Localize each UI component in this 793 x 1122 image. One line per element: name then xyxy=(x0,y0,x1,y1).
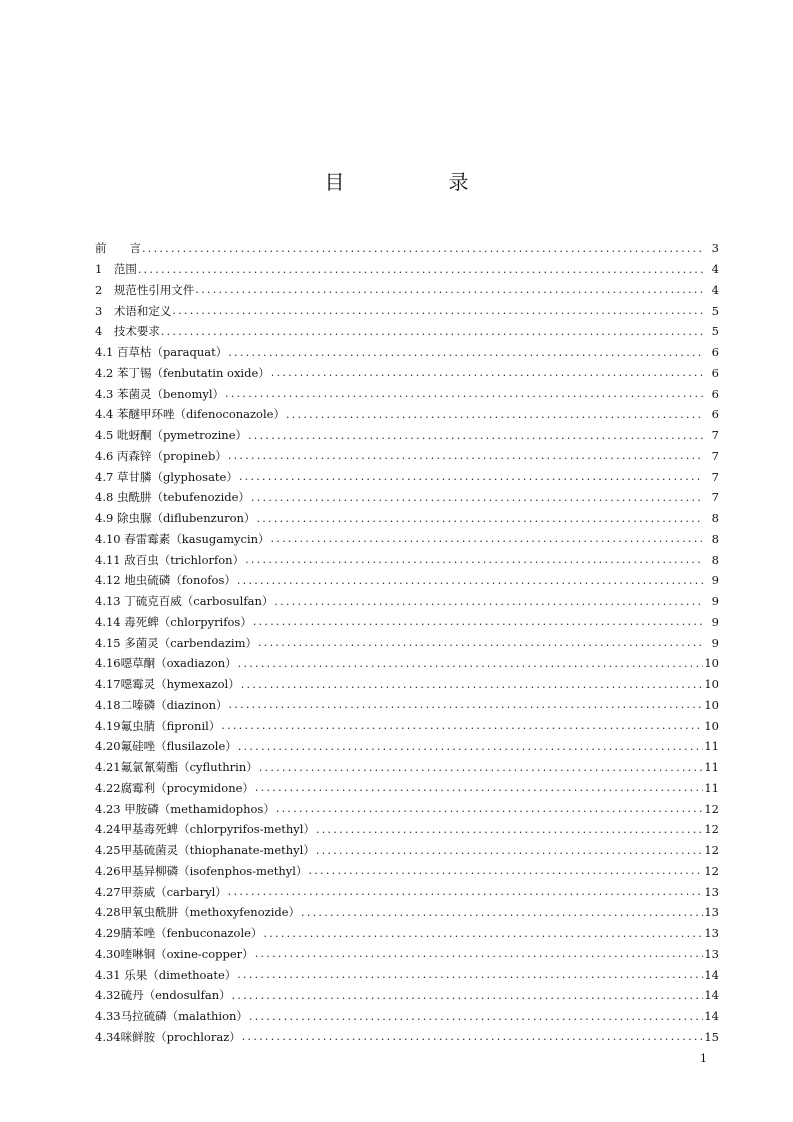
toc-entry-label: 4.6 丙森锌（propineb） xyxy=(95,448,227,463)
toc-entry-label: 4.23 甲胺磷（methamidophos） xyxy=(95,801,275,816)
toc-leader-dots xyxy=(231,989,703,1002)
toc-entry-page: 6 xyxy=(711,345,719,360)
toc-leader-dots xyxy=(194,283,703,296)
toc-leader-dots xyxy=(141,242,703,255)
toc-entry[interactable] xyxy=(95,861,719,882)
toc-entry-page: 5 xyxy=(711,303,719,318)
toc-leader-dots xyxy=(270,366,703,379)
toc-entry-label: 4.20氟硅唑（flusilazole） xyxy=(95,739,237,754)
toc-entry[interactable] xyxy=(95,363,719,384)
toc-leader-dots xyxy=(300,906,703,919)
toc-entry-label: 4.1 百草枯（paraquat） xyxy=(95,345,228,360)
toc-leader-dots xyxy=(248,1010,703,1023)
toc-entry-page: 12 xyxy=(704,822,719,837)
toc-entry-page: 4 xyxy=(711,282,719,297)
toc-entry-page: 14 xyxy=(704,988,719,1003)
toc-entry[interactable] xyxy=(95,653,719,674)
toc-entry[interactable] xyxy=(95,342,719,363)
toc-entry-label: 4.19氟虫腈（fipronil） xyxy=(95,718,221,733)
toc-entry[interactable] xyxy=(95,840,719,861)
toc-entry-label: 4.26甲基异柳磷（isofenphos-methyl） xyxy=(95,863,308,878)
toc-leader-dots xyxy=(315,823,703,836)
toc-entry-page: 10 xyxy=(704,677,719,692)
toc-entry-label: 4.31 乐果（dimethoate） xyxy=(95,967,237,982)
toc-entry-label: 4.24甲基毒死蜱（chlorpyrifos-methyl） xyxy=(95,822,315,837)
toc-entry[interactable] xyxy=(95,902,719,923)
toc-entry-label: 4.11 敌百虫（trichlorfon） xyxy=(95,552,245,567)
toc-entry[interactable] xyxy=(95,695,719,716)
toc-entry-label: 4.4 苯醚甲环唑（difenoconazole） xyxy=(95,407,285,422)
toc-entry-page: 7 xyxy=(711,448,719,463)
toc-leader-dots xyxy=(227,698,703,711)
toc-entry-page: 8 xyxy=(711,552,719,567)
toc-entry-page: 13 xyxy=(704,946,719,961)
table-of-contents xyxy=(95,238,719,1047)
toc-entry[interactable] xyxy=(95,944,719,965)
toc-entry[interactable] xyxy=(95,549,719,570)
toc-entry-label: 4.13 丁硫克百威（carbosulfan） xyxy=(95,594,274,609)
toc-entry-page: 15 xyxy=(704,1029,719,1044)
toc-entry-label: 4.18二嗪磷（diazinon） xyxy=(95,697,228,712)
toc-entry-page: 8 xyxy=(711,511,719,526)
toc-entry-page: 10 xyxy=(704,697,719,712)
toc-entry[interactable] xyxy=(95,425,719,446)
toc-entry-label: 4.32硫丹（endosulfan） xyxy=(95,988,231,1003)
toc-entry-label: 4.12 地虫硫磷（fonofos） xyxy=(95,573,236,588)
toc-leader-dots xyxy=(244,553,703,566)
toc-leader-dots xyxy=(237,657,703,670)
toc-leader-dots xyxy=(270,532,703,545)
toc-leader-dots xyxy=(255,512,703,525)
toc-entry-label: 4.17噁霉灵（hymexazol） xyxy=(95,677,240,692)
toc-entry-page: 12 xyxy=(704,843,719,858)
toc-entry-page: 3 xyxy=(711,241,719,256)
toc-entry-label: 4.30喹啉铜（oxine-copper） xyxy=(95,946,254,961)
toc-entry[interactable] xyxy=(95,466,719,487)
toc-leader-dots xyxy=(257,636,703,649)
toc-entry-page: 9 xyxy=(711,614,719,629)
toc-entry-page: 11 xyxy=(704,760,719,775)
toc-entry[interactable] xyxy=(95,591,719,612)
toc-entry-label: 2 规范性引用文件 xyxy=(95,282,195,297)
toc-entry[interactable] xyxy=(95,778,719,799)
toc-entry-page: 11 xyxy=(704,780,719,795)
toc-entry[interactable] xyxy=(95,259,719,280)
toc-entry[interactable] xyxy=(95,985,719,1006)
toc-entry-page: 9 xyxy=(711,635,719,650)
toc-leader-dots xyxy=(236,968,703,981)
toc-entry[interactable] xyxy=(95,280,719,301)
toc-leader-dots xyxy=(238,470,703,483)
toc-entry[interactable] xyxy=(95,570,719,591)
toc-entry-page: 9 xyxy=(711,594,719,609)
toc-entry-label: 4.21氟氯氰菊酯（cyfluthrin） xyxy=(95,760,258,775)
toc-entry[interactable] xyxy=(95,674,719,695)
page-number: 1 xyxy=(700,1052,707,1065)
toc-entry-page: 12 xyxy=(704,863,719,878)
toc-entry[interactable] xyxy=(95,736,719,757)
toc-entry[interactable] xyxy=(95,632,719,653)
toc-leader-dots xyxy=(227,346,703,359)
toc-entry[interactable] xyxy=(95,757,719,778)
toc-entry-label: 4.15 多菌灵（carbendazim） xyxy=(95,635,257,650)
toc-entry-label: 4.7 草甘膦（glyphosate） xyxy=(95,469,238,484)
toc-entry[interactable] xyxy=(95,238,719,259)
toc-leader-dots xyxy=(227,449,703,462)
toc-entry-label: 4.3 苯菌灵（benomyl） xyxy=(95,386,225,401)
toc-entry-label: 4.29腈苯唑（fenbuconazole） xyxy=(95,926,263,941)
toc-leader-dots xyxy=(236,574,703,587)
toc-leader-dots xyxy=(241,1030,703,1043)
toc-entry-page: 11 xyxy=(704,739,719,754)
toc-leader-dots xyxy=(137,263,703,276)
toc-leader-dots xyxy=(220,719,703,732)
toc-leader-dots xyxy=(258,761,703,774)
toc-entry-label: 4.33马拉硫磷（malathion） xyxy=(95,1009,248,1024)
toc-entry[interactable] xyxy=(95,923,719,944)
toc-leader-dots xyxy=(227,885,703,898)
toc-entry[interactable] xyxy=(95,964,719,985)
toc-entry-page: 10 xyxy=(704,718,719,733)
toc-entry-label: 4.25甲基硫菌灵（thiophanate-methyl） xyxy=(95,843,315,858)
toc-leader-dots xyxy=(171,304,703,317)
toc-entry-page: 13 xyxy=(704,884,719,899)
toc-entry-page: 5 xyxy=(711,324,719,339)
toc-entry[interactable] xyxy=(95,446,719,467)
toc-entry[interactable] xyxy=(95,487,719,508)
toc-entry[interactable] xyxy=(95,300,719,321)
toc-entry-label: 4.5 吡蚜酮（pymetrozine） xyxy=(95,428,248,443)
toc-entry-page: 10 xyxy=(704,656,719,671)
toc-entry-label: 4.22腐霉利（procymidone） xyxy=(95,780,254,795)
toc-entry-page: 6 xyxy=(711,365,719,380)
toc-entry-page: 4 xyxy=(711,262,719,277)
toc-entry-label: 4.10 春雷霉素（kasugamycin） xyxy=(95,531,270,546)
toc-entry-page: 14 xyxy=(704,967,719,982)
toc-leader-dots xyxy=(237,740,703,753)
toc-entry-label: 4.2 苯丁锡（fenbutatin oxide） xyxy=(95,365,270,380)
toc-entry[interactable] xyxy=(95,612,719,633)
toc-entry-page: 13 xyxy=(704,905,719,920)
toc-leader-dots xyxy=(224,387,703,400)
toc-entry-label: 4.8 虫酰肼（tebufenozide） xyxy=(95,490,250,505)
toc-entry[interactable] xyxy=(95,798,719,819)
toc-leader-dots xyxy=(275,802,703,815)
toc-entry-page: 7 xyxy=(711,469,719,484)
toc-leader-dots xyxy=(247,429,703,442)
toc-leader-dots xyxy=(254,947,703,960)
toc-entry-page: 12 xyxy=(704,801,719,816)
toc-leader-dots xyxy=(307,864,703,877)
toc-entry-page: 14 xyxy=(704,1009,719,1024)
toc-entry-page: 13 xyxy=(704,926,719,941)
toc-entry-label: 4.14 毒死蜱（chlorpyrifos） xyxy=(95,614,252,629)
toc-entry-label: 4.34咪鲜胺（prochloraz） xyxy=(95,1029,241,1044)
toc-entry[interactable] xyxy=(95,1006,719,1027)
toc-leader-dots xyxy=(160,325,703,338)
toc-entry-page: 7 xyxy=(711,490,719,505)
toc-entry[interactable] xyxy=(95,321,719,342)
toc-entry[interactable] xyxy=(95,529,719,550)
toc-entry-page: 9 xyxy=(711,573,719,588)
toc-entry-page: 8 xyxy=(711,531,719,546)
toc-entry-page: 6 xyxy=(711,407,719,422)
toc-entry-label: 1 范围 xyxy=(95,262,137,277)
toc-entry-page: 7 xyxy=(711,428,719,443)
toc-entry-label: 前 言 xyxy=(95,241,141,256)
toc-entry[interactable] xyxy=(95,715,719,736)
toc-leader-dots xyxy=(254,781,703,794)
toc-entry-label: 3 术语和定义 xyxy=(95,303,172,318)
toc-entry-label: 4.27甲萘威（carbaryl） xyxy=(95,884,227,899)
toc-entry-label: 4.9 除虫脲（diflubenzuron） xyxy=(95,511,256,526)
toc-leader-dots xyxy=(252,615,703,628)
toc-leader-dots xyxy=(250,491,703,504)
toc-leader-dots xyxy=(273,595,703,608)
toc-leader-dots xyxy=(285,408,703,421)
toc-entry[interactable] xyxy=(95,404,719,425)
toc-entry[interactable] xyxy=(95,508,719,529)
toc-entry[interactable] xyxy=(95,383,719,404)
toc-entry-label: 4 技术要求 xyxy=(95,324,160,339)
toc-entry[interactable] xyxy=(95,881,719,902)
toc-leader-dots xyxy=(240,678,703,691)
toc-entry[interactable] xyxy=(95,819,719,840)
toc-entry-label: 4.16噁草酮（oxadiazon） xyxy=(95,656,237,671)
toc-entry-label: 4.28甲氧虫酰肼（methoxyfenozide） xyxy=(95,905,301,920)
page-title: 目 录 xyxy=(324,170,511,194)
toc-entry-page: 6 xyxy=(711,386,719,401)
toc-leader-dots xyxy=(315,844,703,857)
toc-entry[interactable] xyxy=(95,1027,719,1048)
toc-leader-dots xyxy=(262,927,703,940)
